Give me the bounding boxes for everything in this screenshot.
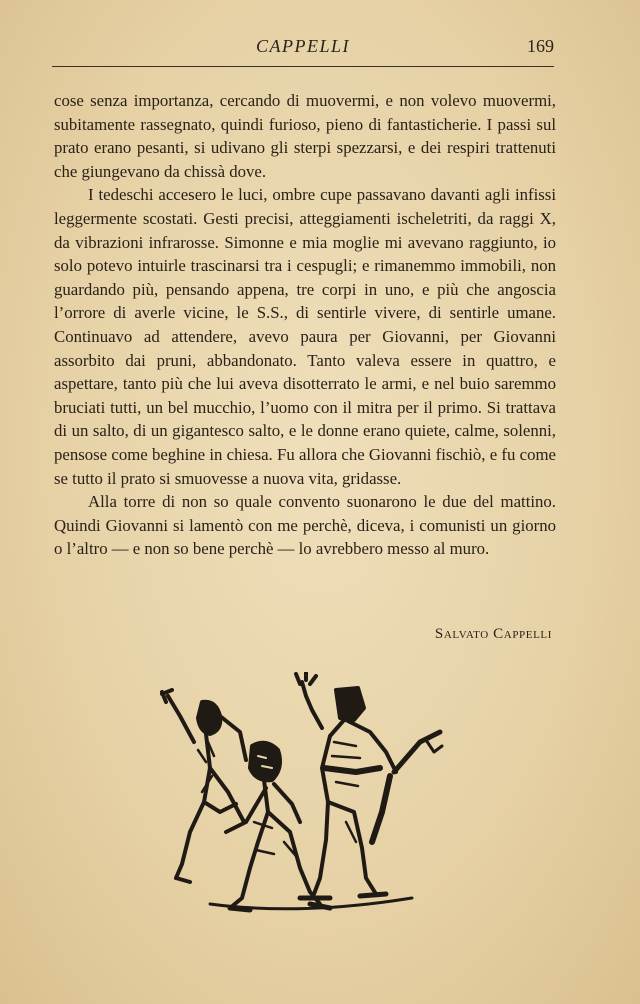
- paragraph-1: cose senza importanza, cercando di muovermi, e non volevo muovermi, subitamente rassegnato, quindi furioso, pieno di fantasticherie. I passi sul prato erano pesanti, si udivano gli sterpi spezzarsi, e dei respiri trattenuti che giungevano da chissà dove.: [54, 91, 556, 181]
- left-figure: [162, 690, 246, 882]
- page-number: 169: [527, 36, 554, 56]
- middle-figure: [226, 743, 330, 910]
- page-header: [52, 32, 554, 67]
- paragraph-3: Alla torre di non so quale convento suonarono le due del mattino. Quindi Giovanni si lamentò con me perchè, diceva, i comunisti un giorno o l’altro — e non so bene perchè — lo avrebbero messo al muro.: [54, 492, 556, 559]
- paragraph-2: I tedeschi accesero le luci, ombre cupe passavano davanti agli infissi leggermente scostati. Gesti precisi, atteggiamenti ischeletriti, da raggi X, da vibrazioni infrarosse. Simonne e mia moglie mi avevano raggiunto, io solo potevo intuirle trascinarsi tra i cespugli; e rimanemmo immobili, non guardando più, pensando appena, tre corpi in uno, e più che angoscia l’orrore di averle vicine, le S.S., di sentirle vivere, di sentirle umane. Continuavo ad attendere, avevo paura per Giovanni, per Giovanni assorbito dai pruni, abbandonato. Tanto valeva essere in quattro, e aspettare, tanto più che lui aveva disotterrato le armi, e nel buio saremmo bruciati tutti, un bel mucchio, l’uomo con il mitra per il primo. Si trattava di un salto, di un gigantesco salto, e le donne erano quiete, calme, solenni, pensose come beghine in chiesa. Fu allora che Giovanni fischiò, e fu come se tutto il prato si smuovesse a nuova vita, gridasse.: [54, 185, 556, 488]
- right-figure: [296, 672, 442, 898]
- author-signature: Salvato Cappelli: [434, 626, 552, 642]
- running-head: CAPPELLI: [255, 36, 350, 56]
- body-text: [54, 89, 556, 561]
- woodcut-figures-illustration: [150, 672, 470, 922]
